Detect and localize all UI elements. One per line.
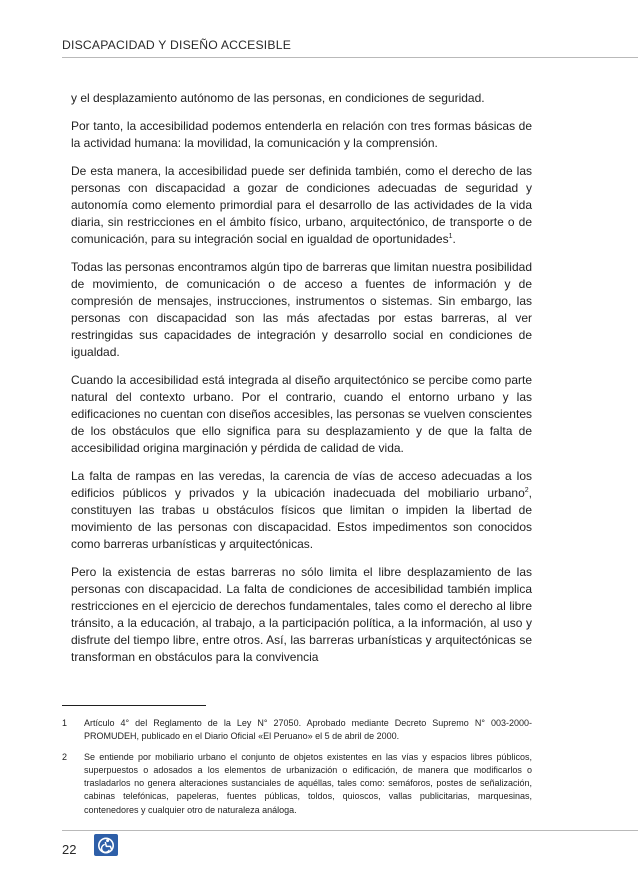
footnote-number: 1 <box>62 718 68 728</box>
footnote-ref-2[interactable]: 2 <box>524 487 529 494</box>
footer-divider <box>62 830 638 831</box>
paragraph-7: Pero la existencia de estas barreras no sólo limita el libre desplazamiento de las personas con discapacidad. La falta de condiciones de accesibilidad también implica restricciones en el ejercicio de derechos fundamentales, tales como el derecho al libre tránsito, a la educación, al trabajo, a la participación política, a la información, al uso y disfrute del tiempo libre, entre otros. Así, las barreras urbanísticas y arquitectónicas se transforman en obstáculos para la convivencia <box>71 565 532 664</box>
paragraph-6: La falta de rampas en las veredas, la carencia de vías de acceso adecuadas a los edificios públicos y privados y la ubicación inadecuada del mobiliario urbano$^2$, constituyen las trabas u obstáculos físicos que limitan o impiden la libertad de movimiento de las personas con discapacidad. Estos impedimentos son conocidos como barreras urbanísticas y arquitectónicas. <box>71 469 532 551</box>
footnote-number: 2 <box>62 751 68 762</box>
footnotes <box>62 717 532 824</box>
footnote-1 <box>62 717 532 744</box>
page-number: 22 <box>62 842 77 857</box>
footnote-text: Se entiende por mobiliario urbano el conjunto de objetos existentes en las vías y espacios libres públicos, superpuestos o adosados a los elementos de urbanización o edificación, de manera que modificarlos o trasladarlos no genera alteraciones sustanciales de aquéllas, tales como: semáforos, postes de señalización, cabinas telefónicas, papeleras, fuentes públicas, toldos, quioscos, vallas publicitarias, marquesinas, contenedores y cualquier otro de naturaleza análoga. <box>84 751 532 815</box>
header-divider <box>62 57 638 58</box>
paragraph-5: Cuando la accesibilidad está integrada al diseño arquitectónico se percibe como parte natural del contexto urbano. Por el contrario, cuando el entorno urbano y las edificaciones no cuentan con diseños accesibles, las personas se vuelven conscientes de los obstáculos que ello significa para su desplazamiento y de que la falta de accesibilidad origina marginación y pérdida de calidad de vida. <box>71 373 532 455</box>
footnote-2 <box>62 751 532 817</box>
footnote-ref-1[interactable]: 1 <box>448 233 453 240</box>
paragraph-2: Por tanto, la accesibilidad podemos entenderla en relación con tres formas básicas de la actividad humana: la movilidad, la comunicación y la comprensión. <box>71 119 532 150</box>
paragraph-4: Todas las personas encontramos algún tipo de barreras que limitan nuestra posibilidad de movimiento, de comunicación o de acceso a fuentes de información y de compresión de mensajes, instrucciones, instrumentos o sistemas. Sin embargo, las personas con discapacidad son las más afectadas por estas barreras, al ver restringidas sus capacidades de integración y desarrollo social en condiciones de igualdad. <box>71 260 532 359</box>
footnote-text: Artículo 4° del Reglamento de la Ley N° 27050. Aprobado mediante Decreto Supremo N° 003-2000-PROMUDEH, publicado en el Diario Oficial «El Peruano» el 5 de abril de 2000. <box>84 718 532 742</box>
main-text <box>71 90 532 677</box>
paragraph-1: y el desplazamiento autónomo de las personas, en condiciones de seguridad. <box>71 91 485 105</box>
accessibility-logo-icon <box>94 834 118 856</box>
paragraph-3: De esta manera, la accesibilidad puede ser definida también, como el derecho de las personas con discapacidad a gozar de condiciones adecuadas de seguridad y autonomía como elemento primordial para el desarrollo de las actividades de la vida diaria, sin restricciones en el ámbito físico, urbano, arquitectónico, de transporte o de comunicación, para su integración social en igualdad de oportunidades$^1$. <box>71 164 532 246</box>
footnote-divider <box>62 705 206 706</box>
running-header-title: DISCAPACIDAD Y DISEÑO ACCESIBLE <box>62 38 292 52</box>
